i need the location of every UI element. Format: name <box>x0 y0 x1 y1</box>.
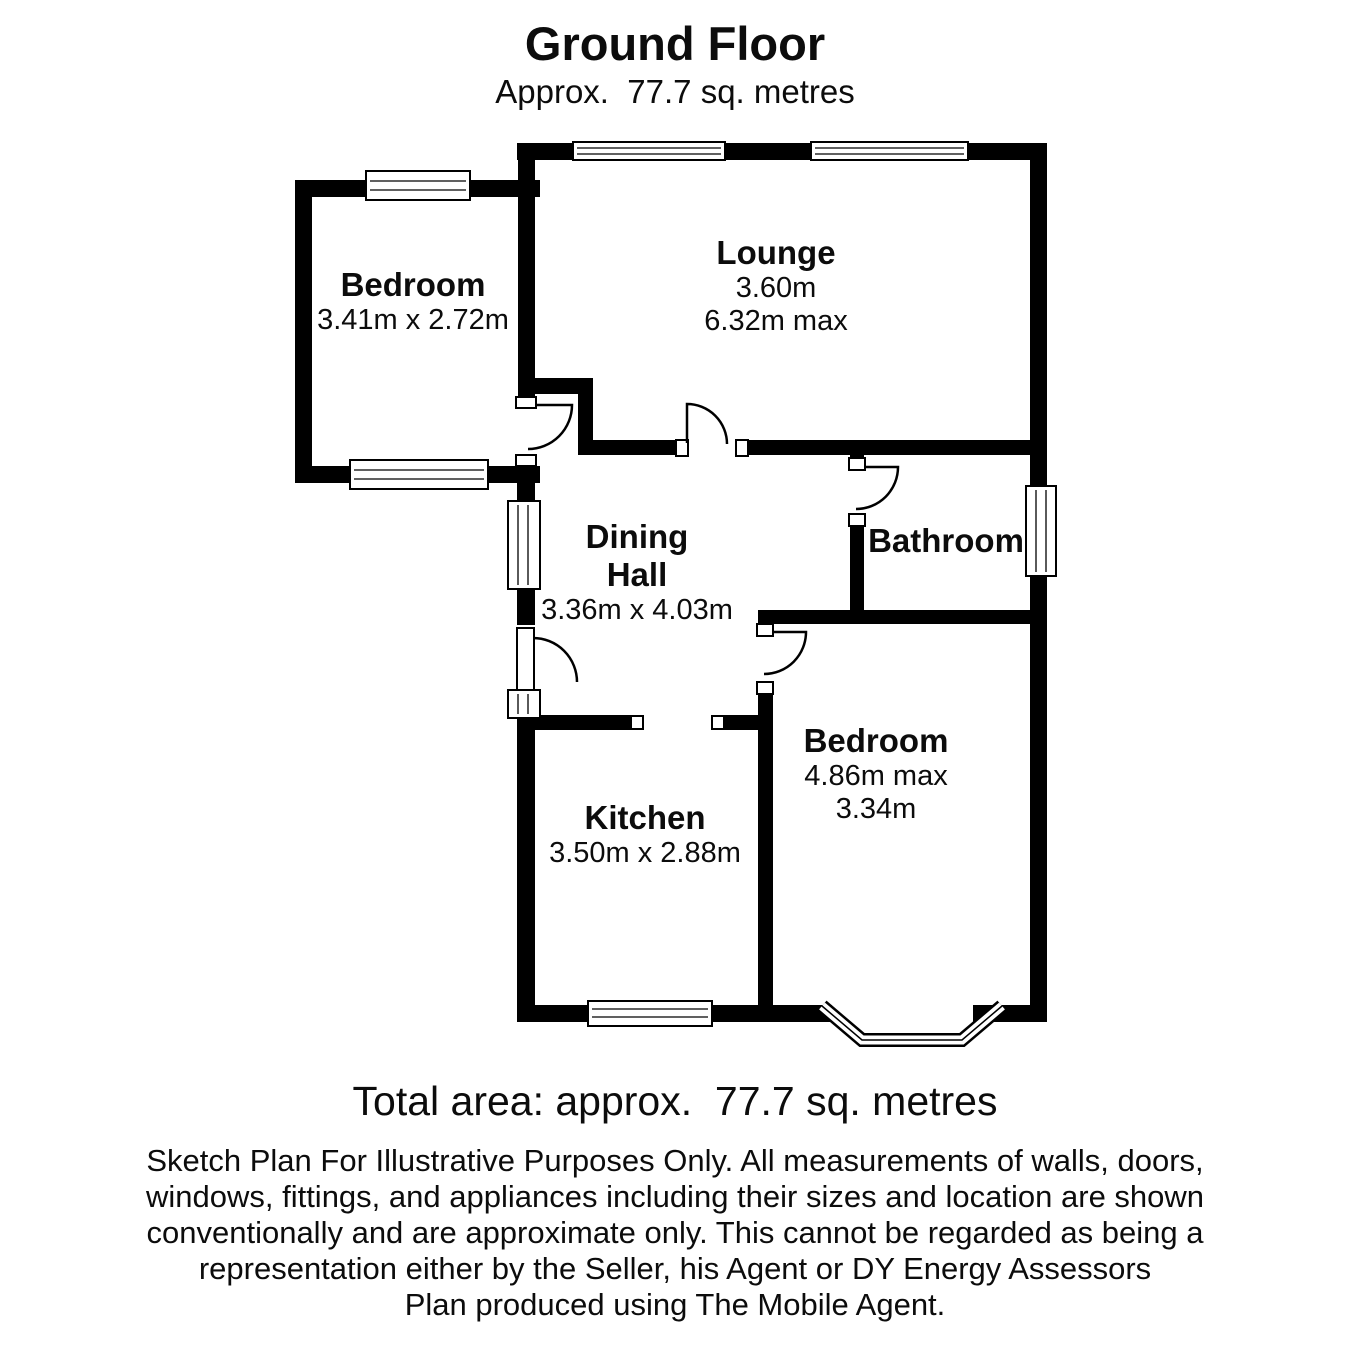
wall-bathroom-bottom <box>758 610 1047 624</box>
disclaimer-line-4: representation either by the Seller, his Agent or DY Energy Assessors <box>198 1251 1152 1286</box>
kitchen-bottom-window <box>588 1001 712 1026</box>
wall-lounge-step-v <box>578 392 593 455</box>
disclaimer-line-2: windows, fittings, and appliances including their sizes and location are shown <box>145 1179 1205 1214</box>
disclaimer-line-1: Sketch Plan For Illustrative Purposes Only. All measurements of walls, doors, <box>146 1143 1204 1178</box>
front-door-panel <box>517 628 534 692</box>
wall-right-exterior <box>1030 143 1047 1022</box>
bedroom2-name: Bedroom <box>803 722 949 759</box>
wall-lounge-step-h <box>535 378 593 394</box>
bedroom1-top-window <box>366 171 470 200</box>
bedroom1-bottom-window <box>350 460 488 489</box>
bathroom-name: Bathroom <box>868 522 1024 559</box>
label-lounge <box>704 234 847 338</box>
page-title: Ground Floor <box>524 17 826 70</box>
label-dining-hall <box>541 518 733 627</box>
kitchen-name: Kitchen <box>584 799 706 836</box>
disclaimer-text <box>146 1143 1204 1323</box>
kitchen-dims: 3.50m x 2.88m <box>549 837 741 869</box>
front-door-arc <box>533 638 577 682</box>
label-kitchen <box>549 799 741 870</box>
disclaimer-line-5: Plan produced using The Mobile Agent. <box>404 1287 946 1322</box>
label-bedroom1 <box>317 266 509 337</box>
hall-sidelight-window <box>508 690 540 718</box>
label-bedroom2 <box>804 722 949 826</box>
lounge-top-window-right <box>811 142 968 160</box>
bedroom1-dims: 3.41m x 2.72m <box>317 304 509 336</box>
bedroom2-dim-1: 4.86m max <box>804 760 948 792</box>
page-subtitle: Approx. 77.7 sq. metres <box>495 73 855 110</box>
dining-hall-dims: 3.36m x 4.03m <box>541 594 733 626</box>
bedroom1-name: Bedroom <box>340 266 486 303</box>
hall-side-window <box>508 501 540 589</box>
lounge-name: Lounge <box>716 234 836 271</box>
wall-bedroom1-left <box>295 180 312 483</box>
dining-hall-name-2: Hall <box>606 556 668 593</box>
lounge-dim-2: 6.32m max <box>704 305 848 337</box>
lounge-top-window-left <box>573 142 725 160</box>
bathroom-window <box>1026 486 1056 576</box>
wall-lounge-bottom <box>593 440 1047 455</box>
bedroom2-dim-2: 3.34m <box>835 793 917 825</box>
dining-hall-name-1: Dining <box>585 518 689 555</box>
total-area-text: Total area: approx. 77.7 sq. metres <box>352 1078 998 1124</box>
label-bathroom <box>868 522 1024 560</box>
disclaimer-line-3: conventionally and are approximate only. This cannot be regarded as being a <box>146 1215 1204 1250</box>
lounge-dim-1: 3.60m <box>735 272 817 304</box>
